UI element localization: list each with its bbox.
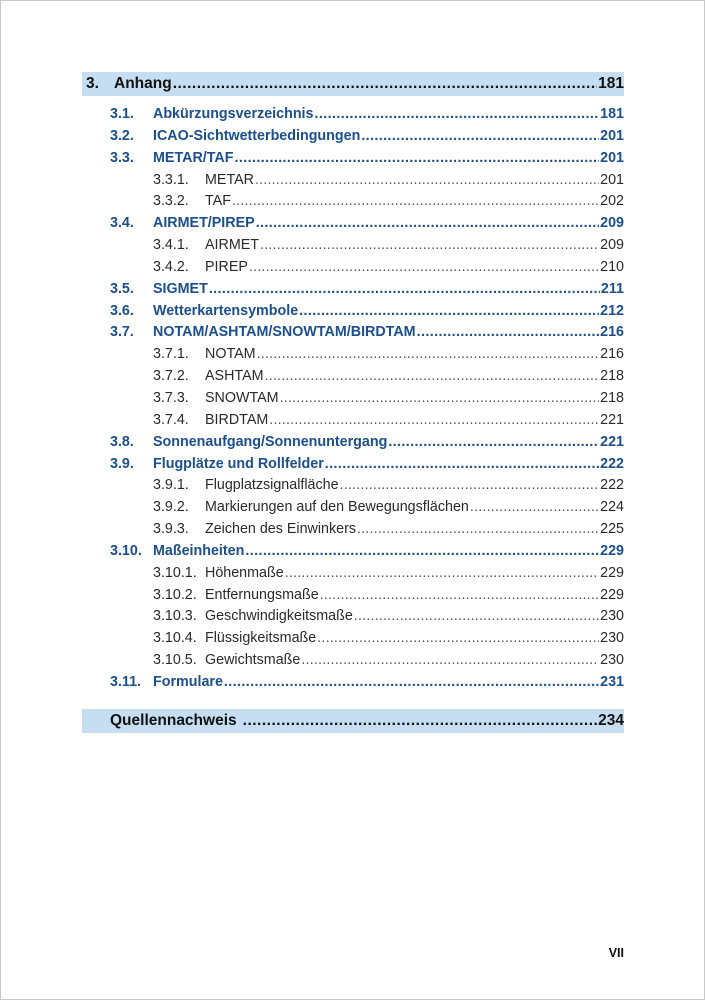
toc-entry[interactable] <box>82 563 624 585</box>
dot-leader <box>314 104 599 126</box>
entry-page: 222 <box>600 477 624 494</box>
dot-leader <box>257 344 600 366</box>
entry-page: 230 <box>600 608 624 625</box>
toc-bibliography[interactable] <box>82 709 624 733</box>
entry-page: 222 <box>600 455 624 472</box>
toc-entry[interactable] <box>82 454 624 476</box>
entry-number: 3.10.4. <box>153 630 197 647</box>
entry-number: 3.4. <box>110 215 134 232</box>
entry-page: 231 <box>600 673 624 690</box>
entry-number: 3.8. <box>110 433 134 450</box>
dot-leader <box>260 235 599 257</box>
entry-page: 225 <box>600 521 624 538</box>
entry-page: 210 <box>600 258 624 275</box>
entry-number: 3.9.2. <box>153 499 189 516</box>
entry-title: AIRMET <box>205 237 260 254</box>
entry-page: 201 <box>600 171 624 188</box>
entry-number: 3.9.1. <box>153 477 189 494</box>
entry-title: Markierungen auf den Bewegungsflächen <box>205 499 469 516</box>
chapter-number: 3. <box>86 75 99 92</box>
entry-number: 3.3. <box>110 149 134 166</box>
entry-title: Zeichen des Einwinkers <box>205 521 356 538</box>
entry-page: 181 <box>600 106 624 122</box>
entry-page: 218 <box>600 389 624 406</box>
entry-number: 3.11. <box>110 673 142 690</box>
entry-number: 3.9. <box>110 455 134 472</box>
entry-page: 229 <box>600 586 624 603</box>
dot-leader <box>340 475 600 497</box>
toc-entry[interactable] <box>82 650 624 672</box>
entry-title: Flugplätze und Rollfelder <box>153 455 324 472</box>
dot-leader <box>285 563 599 585</box>
chapter-title: Anhang <box>114 75 172 92</box>
entry-page: 209 <box>600 215 624 232</box>
entry-page: 230 <box>600 630 624 647</box>
entry-page: 212 <box>600 302 624 319</box>
entry-page: 218 <box>600 368 624 385</box>
entry-page: 201 <box>600 127 624 144</box>
dot-leader <box>269 410 599 432</box>
entry-page: 229 <box>600 564 624 581</box>
toc-entries <box>82 104 624 694</box>
bibliography-title: Quellennachweis <box>110 711 237 729</box>
entry-number: 3.3.1. <box>153 171 189 188</box>
toc-entry[interactable] <box>82 366 624 388</box>
toc-entry[interactable] <box>82 191 624 213</box>
entry-number: 3.7.2. <box>153 368 189 385</box>
entry-title: METAR/TAF <box>153 149 234 166</box>
dot-leader <box>256 213 599 235</box>
table-of-contents <box>82 72 624 733</box>
toc-entry[interactable] <box>82 235 624 257</box>
entry-number: 3.10. <box>110 542 142 559</box>
entry-page: 230 <box>600 652 624 669</box>
entry-page: 221 <box>600 433 624 450</box>
entry-number: 3.4.2. <box>153 258 189 275</box>
entry-title: Geschwindigkeitsmaße <box>205 608 353 625</box>
dot-leader <box>301 650 599 672</box>
toc-entry[interactable] <box>82 104 624 126</box>
entry-title: Entfernungsmaße <box>205 586 319 603</box>
toc-entry[interactable] <box>82 213 624 235</box>
dot-leader <box>361 126 599 148</box>
entry-number: 3.7.1. <box>153 346 189 363</box>
toc-entry[interactable] <box>82 585 624 607</box>
dot-leader <box>209 279 600 301</box>
dot-leader <box>249 257 599 279</box>
entry-title: Gewichtsmaße <box>205 652 301 669</box>
toc-entry[interactable] <box>82 170 624 192</box>
toc-entry[interactable] <box>82 497 624 519</box>
entry-page: 224 <box>600 499 624 516</box>
bibliography-page: 234 <box>598 711 624 729</box>
entry-page: 201 <box>600 149 624 166</box>
entry-page: 221 <box>600 411 624 428</box>
toc-entry[interactable] <box>82 257 624 279</box>
toc-entry[interactable] <box>82 126 624 148</box>
entry-title: BIRDTAM <box>205 411 269 428</box>
entry-page: 202 <box>600 193 624 210</box>
entry-title: ICAO-Sichtwetterbedingungen <box>153 127 361 144</box>
entry-page: 211 <box>600 280 624 297</box>
toc-entry[interactable] <box>82 475 624 497</box>
toc-entry[interactable] <box>82 672 624 694</box>
toc-entry[interactable] <box>82 344 624 366</box>
entry-title: SIGMET <box>153 280 208 297</box>
dot-leader <box>357 519 599 541</box>
toc-chapter-anhang[interactable] <box>82 72 624 96</box>
entry-number: 3.1. <box>110 106 134 122</box>
dot-leader <box>245 541 599 563</box>
entry-title: Sonnenaufgang/Sonnenuntergang <box>153 433 388 450</box>
dot-leader <box>243 709 597 733</box>
entry-title: TAF <box>205 193 231 210</box>
entry-title: Höhenmaße <box>205 564 284 581</box>
entry-number: 3.10.5. <box>153 652 197 669</box>
dot-leader <box>232 191 599 213</box>
entry-number: 3.7. <box>110 324 134 341</box>
entry-number: 3.7.3. <box>153 389 189 406</box>
entry-title: Flugplatzsignalfläche <box>205 477 339 494</box>
dot-leader <box>234 148 599 170</box>
entry-number: 3.2. <box>110 127 134 144</box>
toc-entry[interactable] <box>82 432 624 454</box>
entry-number: 3.3.2. <box>153 193 189 210</box>
toc-entry[interactable] <box>82 541 624 563</box>
page-number: VII <box>608 946 624 960</box>
entry-title: SNOWTAM <box>205 389 279 406</box>
toc-entry[interactable] <box>82 388 624 410</box>
entry-page: 209 <box>600 237 624 254</box>
entry-title: Wetterkartensymbole <box>153 302 299 319</box>
entry-number: 3.4.1. <box>153 237 189 254</box>
dot-leader <box>265 366 600 388</box>
dot-leader <box>317 628 599 650</box>
entry-number: 3.10.1. <box>153 564 197 581</box>
entry-page: 229 <box>600 542 624 559</box>
entry-page: 216 <box>600 346 624 363</box>
entry-title: PIREP <box>205 258 248 275</box>
dot-leader <box>255 170 599 192</box>
dot-leader <box>417 322 600 344</box>
entry-number: 3.6. <box>110 302 134 319</box>
dot-leader <box>173 72 597 96</box>
toc-entry[interactable] <box>82 148 624 170</box>
entry-title: NOTAM <box>205 346 256 363</box>
chapter-page: 181 <box>598 75 624 92</box>
entry-title: Abkürzungsverzeichnis <box>153 106 314 122</box>
toc-entry[interactable] <box>82 628 624 650</box>
entry-title: Flüssigkeitsmaße <box>205 630 317 647</box>
entry-title: Maßeinheiten <box>153 542 245 559</box>
entry-title: AIRMET/PIREP <box>153 215 255 232</box>
dot-leader <box>224 672 599 694</box>
dot-leader <box>299 301 599 323</box>
dot-leader <box>320 585 599 607</box>
entry-title: Formulare <box>153 673 223 690</box>
toc-entry[interactable] <box>82 410 624 432</box>
entry-number: 3.9.3. <box>153 521 189 538</box>
toc-entry[interactable] <box>82 322 624 344</box>
entry-number: 3.10.2. <box>153 586 197 603</box>
dot-leader <box>280 388 600 410</box>
toc-entry[interactable] <box>82 519 624 541</box>
toc-entry[interactable] <box>82 279 624 301</box>
dot-leader <box>470 497 599 519</box>
toc-entry[interactable] <box>82 301 624 323</box>
dot-leader <box>325 454 599 476</box>
entry-title: ASHTAM <box>205 368 264 385</box>
dot-leader <box>388 432 599 454</box>
toc-entry[interactable] <box>82 606 624 628</box>
entry-number: 3.5. <box>110 280 134 297</box>
dot-leader <box>354 606 599 628</box>
entry-title: METAR <box>205 171 254 188</box>
entry-title: NOTAM/ASHTAM/SNOWTAM/BIRDTAM <box>153 324 416 341</box>
entry-page: 216 <box>600 324 624 341</box>
entry-number: 3.7.4. <box>153 411 189 428</box>
entry-number: 3.10.3. <box>153 608 197 625</box>
